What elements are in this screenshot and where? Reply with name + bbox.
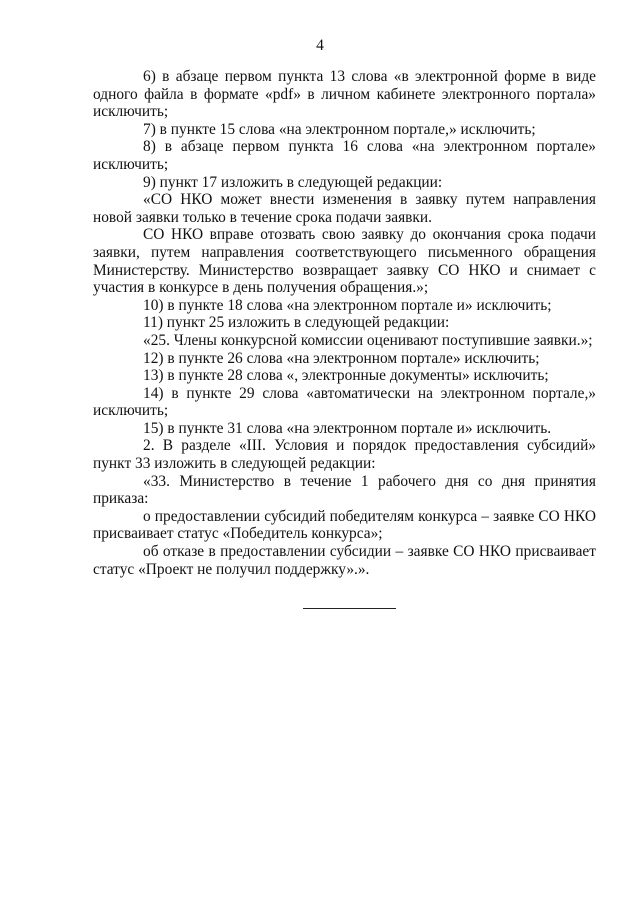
- page-number: 4: [316, 37, 324, 54]
- paragraph-quote-33: «33. Министерство в течение 1 рабочего дня со дня принятия приказа:: [93, 472, 596, 508]
- paragraph-item-10: 10) в пункте 18 слова «на электронном портале и» исключить;: [143, 296, 552, 314]
- paragraph-quote-33-winners: о предоставлении субсидий победителям конкурса – заявке СО НКО присваивает статус «Победитель конкурса»;: [93, 507, 596, 543]
- paragraph-item-13: 13) в пункте 28 слова «, электронные документы» исключить;: [143, 367, 549, 385]
- paragraph-item-7: 7) в пункте 15 слова «на электронном портале,» исключить;: [143, 120, 536, 138]
- paragraph-item-8: 8) в абзаце первом пункта 16 слова «на электронном портале» исключить;: [93, 138, 596, 173]
- paragraph-item-9: 9) пункт 17 изложить в следующей редакции:: [143, 173, 443, 191]
- paragraph-item-6: 6) в абзаце первом пункта 13 слова «в электронной форме в виде одного файла в формате «pdf» в личном кабинете электронного портала» исключить;: [93, 68, 596, 121]
- paragraph-quote-33-refusal: об отказе в предоставлении субсидии – заявке СО НКО присваивает статус «Проект не получил поддержку».».: [93, 543, 596, 578]
- paragraph-quote-25: «25. Члены конкурсной комиссии оценивают поступившие заявки.»;: [143, 331, 593, 349]
- paragraph-item-15: 15) в пункте 31 слова «на электронном портале и» исключить.: [143, 419, 552, 437]
- paragraph-item-12: 12) в пункте 26 слова «на электронном портале» исключить;: [143, 349, 540, 367]
- document-body: [93, 68, 596, 578]
- paragraph-item-14: 14) в пункте 29 слова «автоматически на электронном портале,» исключить;: [93, 384, 596, 420]
- paragraph-quote-17-second: СО НКО вправе отозвать свою заявку до окончания срока подачи заявки, путем направления соответствующего письменного обращения Министерству. Министерство возвращает заявку СО НКО и снимает с участия в конкурсе в день получения обращения.»;: [93, 226, 596, 297]
- end-divider-line: [303, 608, 396, 609]
- paragraph-quote-17-first: «СО НКО может внести изменения в заявку путем направления новой заявки только в течение срока подачи заявки.: [93, 191, 596, 226]
- paragraph-item-11: 11) пункт 25 изложить в следующей редакции:: [143, 314, 450, 332]
- paragraph-section-2: 2. В разделе «III. Условия и порядок предоставления субсидий» пункт 33 изложить в следующей редакции:: [93, 437, 596, 473]
